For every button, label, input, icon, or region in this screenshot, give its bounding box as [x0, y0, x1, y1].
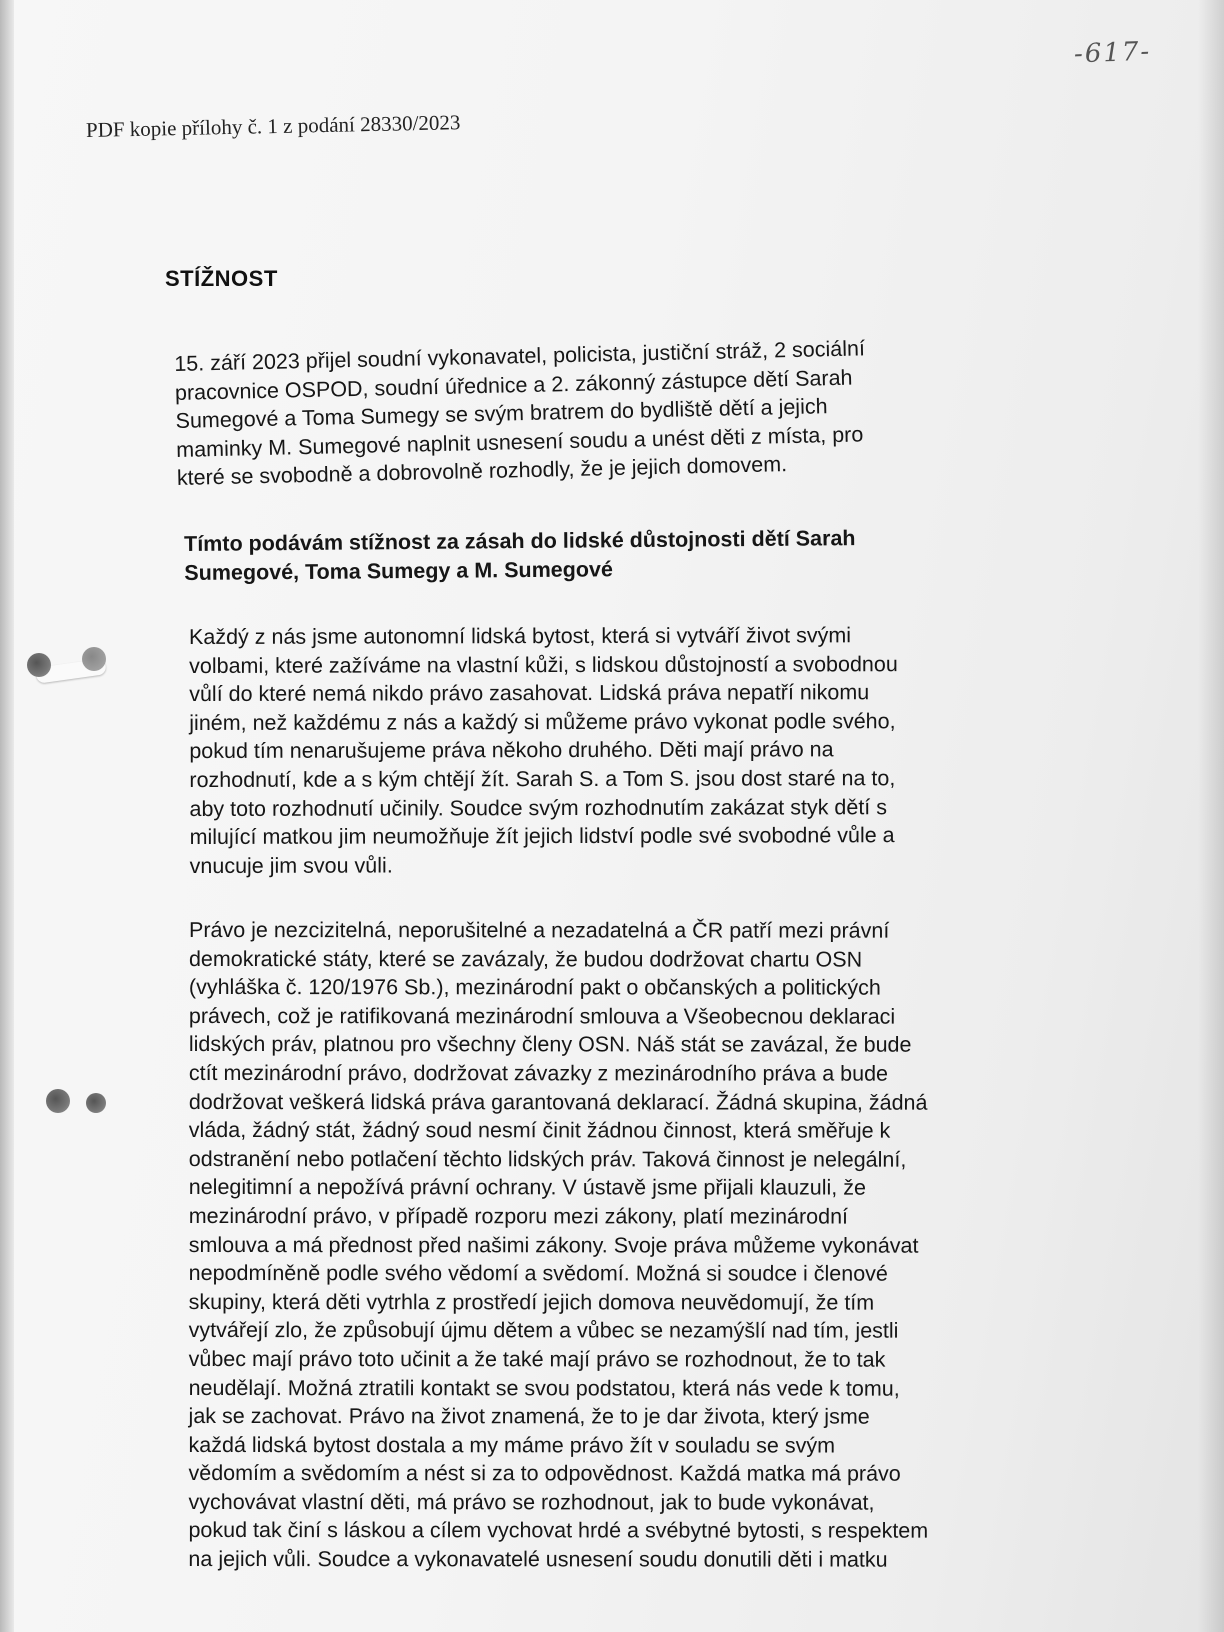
text-line: Tímto podávám stížnost za zásah do lidské důstojnosti dětí Sarah: [184, 526, 856, 556]
text-line: mezinárodní právo, v případě rozporu mezi zákony, platí mezinárodní: [188, 1203, 849, 1229]
text-line: pokud tak činí s láskou a cílem vychovat hrdé a svébytné bytosti, s respektem: [188, 1518, 929, 1544]
text-line: právech, což je ratifikovaná mezinárodní smlouva a Všeobecnou deklaraci: [188, 1003, 896, 1029]
text-line: pokud tím nenarušujeme práva někoho druhého. Děti mají právo na: [189, 737, 834, 764]
document-title: STÍŽNOST: [165, 266, 278, 291]
text-line: nelegitimní a nepožívá právní ochrany. V ústavě jsme přijali klauzuli, že: [188, 1175, 866, 1200]
text-line: smlouva a má přednost před našimi zákony. Svoje práva můžeme vykonávat: [188, 1232, 919, 1258]
handwritten-page-number: -617-: [1073, 36, 1152, 70]
punch-hole: [46, 1089, 70, 1113]
text-line: Sumegové a Toma Sumegy se svým bratrem do bydliště dětí a jejich: [175, 394, 828, 434]
paragraph-law: [188, 916, 928, 1574]
text-line: jak se zachovat. Právo na život znamená, že to je dar života, který jsme: [188, 1404, 870, 1429]
punch-hole: [86, 1093, 106, 1113]
text-line: maminky M. Sumegové naplnit usnesení soudu a unést děti z místa, pro: [175, 422, 864, 462]
text-line: demokratické státy, které se zavázaly, že budou dodržovat chartu OSN: [188, 946, 863, 972]
text-line: ctít mezinárodní právo, dodržovat závazky z mezinárodního práva a bude: [188, 1060, 889, 1086]
text-line: lidských práv, platnou pro všechny členy OSN. Náš stát se zavázal, že bude: [188, 1032, 912, 1058]
text-line: aby toto rozhodnutí učinily. Soudce svým rozhodnutím zakázat styk dětí s: [189, 794, 888, 821]
text-line: které se svobodně a dobrovolně rozhodly, že je jejich domovem.: [176, 452, 788, 491]
text-line: skupiny, která děti vytrhla z prostředí jejich domova neuvědomují, že tím: [188, 1289, 875, 1315]
text-line: dodržovat veškerá lidská práva garantovaná deklarací. Žádná skupina, žádná: [188, 1089, 928, 1115]
document-header: PDF kopie přílohy č. 1 z podání 28330/2023: [85, 110, 461, 142]
text-line: vláda, žádný stát, žádný soud nesmí činit žádnou činnost, která směřuje k: [188, 1118, 891, 1143]
text-line: nepodmíněně podle svého vědomí a svědomí. Možná si soudce i členové: [188, 1261, 888, 1286]
page-edge-shadow-right: [1198, 0, 1224, 1632]
punch-hole: [82, 647, 106, 671]
text-line: (vyhláška č. 120/1976 Sb.), mezinárodní pakt o občanských a politických: [188, 975, 881, 1000]
text-line: vytvářejí zlo, že způsobují újmu dětem a vůbec se nezamýšlí nad tím, jestli: [188, 1318, 899, 1343]
text-line: jiném, než každému z nás a každý si můžeme právo vykonat podle svého,: [189, 708, 896, 735]
text-line: 15. září 2023 přijel soudní vykonavatel, policista, justiční stráž, 2 sociální: [174, 336, 866, 376]
paragraph-complaint-statement: [184, 524, 856, 587]
text-line: Každý z nás jsme autonomní lidská bytost, která si vytváří život svými: [189, 623, 852, 649]
text-line: pracovnice OSPOD, soudní úřednice a 2. zákonný zástupce dětí Sarah: [174, 365, 853, 405]
text-line: vnucuje jim svou vůli.: [189, 853, 393, 878]
page-edge-shadow: [0, 0, 14, 1632]
paragraph-autonomy: [189, 621, 898, 880]
text-line: neudělají. Možná ztratili kontakt se svou podstatou, která nás vede k tomu,: [188, 1375, 900, 1401]
punch-hole: [27, 653, 51, 677]
text-line: volbami, které zažíváme na vlastní kůži, s lidskou důstojností a svobodnou: [189, 651, 898, 678]
text-line: vychovávat vlastní děti, má právo se rozhodnout, jak to bude vykonávat,: [188, 1489, 875, 1515]
text-line: každá lidská bytost dostala a my máme právo žít v souladu se svým: [188, 1432, 836, 1458]
text-line: Sumegové, Toma Sumegy a M. Sumegové: [184, 556, 613, 585]
text-line: Právo je nezcizitelná, neporušitelné a nezadatelná a ČR patří mezi právní: [188, 918, 890, 943]
text-line: rozhodnutí, kde a s kým chtějí žít. Sarah S. a Tom S. jsou dost staré na to,: [189, 766, 896, 792]
text-line: na jejich vůli. Soudce a vykonavatelé usnesení soudu donutili děti i matku: [188, 1547, 888, 1572]
text-line: vědomím a svědomím a nést si za to odpovědnost. Každá matka má právo: [188, 1461, 901, 1486]
text-line: vůlí do které nemá nikdo právo zasahovat. Lidská práva nepatří nikomu: [189, 680, 870, 707]
paragraph-incident: [174, 334, 868, 493]
text-line: vůbec mají právo toto učinit a že také mají právo se rozhodnout, že to tak: [188, 1346, 886, 1372]
text-line: milující matkou jim neumožňuje žít jejich lidství podle své svobodné vůle a: [189, 823, 895, 850]
text-line: odstranění nebo potlačení těchto lidských práv. Taková činnost je nelegální,: [188, 1146, 907, 1172]
